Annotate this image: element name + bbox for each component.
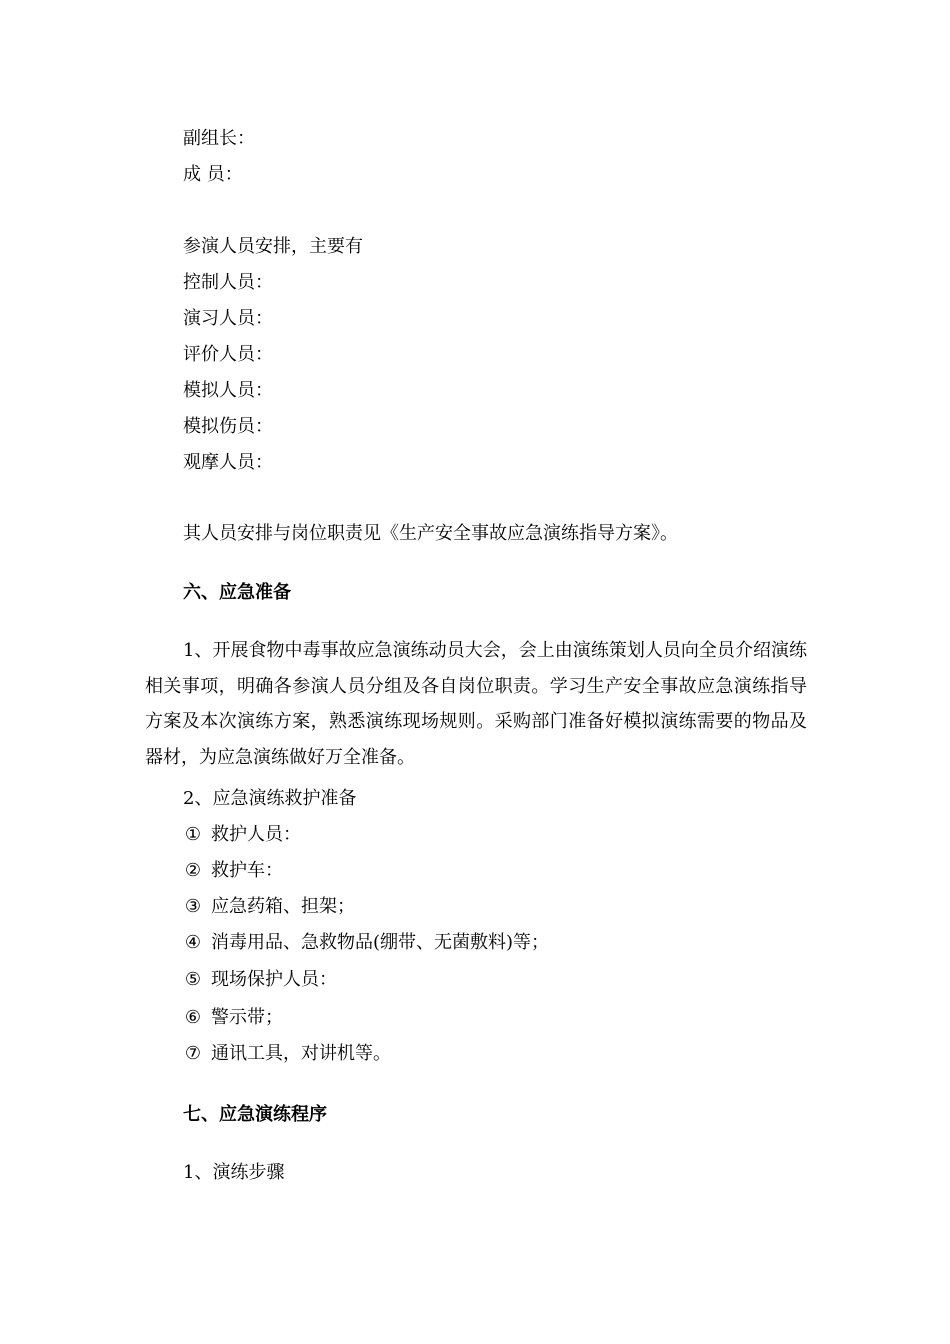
rescue-list-item (183, 859, 283, 883)
list-number: ⑥ (184, 1007, 202, 1028)
list-number: ① (184, 824, 202, 845)
list-text: 救护车： (211, 860, 283, 881)
section-6-item-1: 1、开展食物中毒事故应急演练动员大会，会上由演练策划人员向全员介绍演练相关事项，明确各参演人员分组及各自岗位职责。学习生产安全事故应急演练指导方案及本次演练方案，熟悉演练现场规则。采购部门准备好模拟演练需要的物品及器材，为应急演练做好万全准备。 (145, 640, 807, 768)
section-7-title: 七、应急演练程序 (183, 1104, 327, 1125)
rescue-list-item (183, 823, 301, 847)
list-text: 救护人员： (211, 824, 301, 845)
members-label: 成 员： (183, 164, 243, 185)
list-number: ⑦ (184, 1043, 202, 1064)
rescue-list-item (183, 895, 355, 919)
list-text: 现场保护人员： (211, 969, 337, 990)
list-text: 消毒用品、急救物品(绷带、无菌敷料)等； (211, 932, 550, 953)
participant-item: 观摩人员： (183, 452, 273, 473)
rescue-list-item (183, 1006, 283, 1030)
section-6-item-2: 2、应急演练救护准备 (183, 788, 357, 809)
participant-item: 模拟人员： (183, 380, 273, 401)
participant-item: 控制人员： (183, 272, 273, 293)
rescue-list-item (183, 1042, 391, 1066)
list-number: ⑤ (184, 969, 202, 990)
list-number: ④ (184, 932, 202, 953)
deputy-leader-label: 副组长： (183, 128, 255, 149)
rescue-list-item (183, 968, 337, 992)
section-7-item-1: 1、演练步骤 (183, 1162, 285, 1183)
participant-item: 模拟伤员： (183, 416, 273, 437)
participant-item: 评价人员： (183, 344, 273, 365)
section-6-title: 六、应急准备 (183, 582, 291, 603)
list-number: ③ (184, 896, 202, 917)
participant-item: 演习人员： (183, 308, 273, 329)
list-text: 警示带； (211, 1007, 283, 1028)
list-text: 应急药箱、担架； (211, 896, 355, 917)
arrangement-note: 其人员安排与岗位职责见《生产安全事故应急演练指导方案》。 (183, 523, 678, 544)
list-number: ② (184, 860, 202, 881)
list-text: 通讯工具，对讲机等。 (211, 1043, 391, 1064)
participants-intro: 参演人员安排，主要有 (183, 236, 363, 257)
rescue-list-item (183, 931, 549, 955)
